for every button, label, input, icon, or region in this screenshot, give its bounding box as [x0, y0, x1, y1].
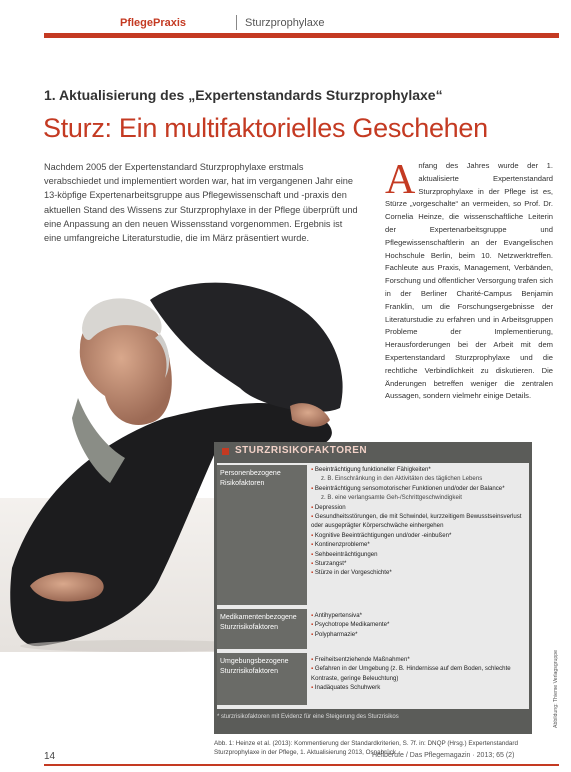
journal-source: Heilberufe / Das Pflegemagazin · 2013; 65 (2) — [372, 752, 515, 759]
section-label: PflegePraxis — [120, 17, 187, 29]
items-medication — [309, 611, 529, 639]
risk-item: ▪ Sturzangst* — [311, 560, 347, 568]
figure-caption: Abb. 1: Heinze et al. (2013): Kommentierung der Standardkriterien, S. 7f. in: DNQP (Hrsg.) Expertenstandard Sturzprophylaxe in der Pflege, 1. Aktualisierung 2013, Osnabrück. — [214, 740, 519, 756]
header-divider — [236, 15, 237, 30]
items-personal — [309, 465, 529, 578]
risk-item: ▪ Polypharmazie* — [311, 630, 358, 638]
risk-item: ▪ Antihypertensiva* — [311, 612, 362, 619]
photo-credit-text: Abbildung: Thieme Verlagsgruppe — [553, 649, 559, 728]
topic-label: Sturzprophylaxe — [245, 17, 325, 29]
footer-rule — [44, 764, 559, 766]
article-body — [385, 157, 553, 403]
risk-box-footnote: * sturzrisikofaktoren mit Evidenz für eine Steigerung des Sturzrisikos — [217, 714, 399, 720]
article-title: Sturz: Ein multifaktorielles Geschehen — [43, 113, 488, 143]
header-rule — [44, 33, 559, 38]
risk-item: ▪ Freiheitsentziehende Maßnahmen* — [311, 656, 410, 663]
category-medication: Medikamentenbezogene Sturzrisikofaktoren — [217, 609, 307, 649]
risk-item: z. B. eine verlangsamte Geh-/Schrittgeschwindigkeit — [321, 494, 462, 502]
risk-item: ▪ Sehbeeinträchtigungen — [311, 550, 378, 558]
risk-table — [217, 463, 529, 709]
risk-item: ▪ Gesundheitsstörungen, die mit Schwindel, kurzzeitigem Bewusstseinsverlust oder ausgeprägter Körperschwäche einhergehen — [311, 513, 522, 530]
risk-box-header — [214, 442, 532, 460]
photo-credit — [547, 622, 559, 732]
article-body-text: nfang des Jahres wurde der 1. aktualisierte Expertenstandard Sturzprophylaxe in der Pflege ist es, Stürze „vorgeschalte“ an vermeiden, so Prof. Dr. Cornelia Heinze, die wissenschaftliche Leiterin der Expertenarbeitsgruppe und Pflegewissenschaftlerin an der Evangelischen Hochschule Berlin, beim 10. Netzwerktreffen. Fachleute aus Praxis, Management, Verbänden, Forschung und öffentlicher Versorgung trafen sich in der Berliner Charité-Campus Benjamin Franklin, um die Forschungsergebnisse der Literaturstudie zu erfahren und in Arbeitsgruppen Probleme der Implementierung, Herausforderungen bei der Arbeit mit dem Expertenstandard Sturzprophylaxe und die rechtliche Verbindlichkeit zu diskutieren. Die Änderungen betreffen weniger die zentralen Aussagen, sondern vielmehr einige Details. — [385, 161, 553, 401]
risk-factor-box — [214, 442, 532, 734]
risk-item: ▪ Kognitive Beeinträchtigungen und/oder -einbußen* — [311, 531, 452, 539]
page-number: 14 — [44, 751, 56, 762]
risk-item: ▪ Gefahren in der Umgebung (z. B. Hindernisse auf dem Boden, schlechte Kontraste, geringe Beleuchtung) — [311, 665, 511, 682]
items-environment — [309, 655, 529, 693]
category-personal: Personenbezogene Risikofaktoren — [217, 465, 307, 605]
risk-item: ▪ Kontinenzprobleme* — [311, 541, 370, 549]
article-lead: Nachdem 2005 der Expertenstandard Sturzprophylaxe erstmals verabschiedet und implementiert worden war, hat im vergangenen Jahr eine 13-köpfige Expertenarbeitsgruppe aus Pflegewissenschaft und -praxis den aktuellen Stand des Wissens zur Sturzprophylaxe in der Pflege überprüft und eine Anpassung an den neuen Wissensstand vorgenommen. Ergebnis ist eine umfangreiche Literaturstudie, die im März präsentiert wurde. — [44, 162, 358, 244]
risk-item: ▪ Beeinträchtigung funktioneller Fähigkeiten* — [311, 466, 431, 473]
category-environment: Umgebungsbezogene Sturzrisikofaktoren — [217, 653, 307, 705]
risk-item: ▪ Beeinträchtigung sensomotorischer Funktionen und/oder der Balance* — [311, 484, 505, 492]
risk-item: ▪ Psychotrope Medikamente* — [311, 621, 390, 629]
drop-cap: A — [385, 157, 416, 203]
square-bullet-icon — [222, 448, 229, 455]
risk-item: ▪ Stürze in der Vorgeschichte* — [311, 569, 392, 577]
risk-item: ▪ Depression — [311, 503, 346, 511]
page-header — [44, 13, 559, 39]
article-subtitle: 1. Aktualisierung des „Expertenstandards Sturzprophylaxe“ — [44, 87, 443, 103]
risk-item: ▪ Inadäquates Schuhwerk — [311, 684, 381, 692]
risk-item: z. B. Einschränkung in den Aktivitäten des täglichen Lebens — [321, 475, 483, 483]
risk-box-heading: STURZRISIKOFAKTOREN — [235, 445, 368, 456]
